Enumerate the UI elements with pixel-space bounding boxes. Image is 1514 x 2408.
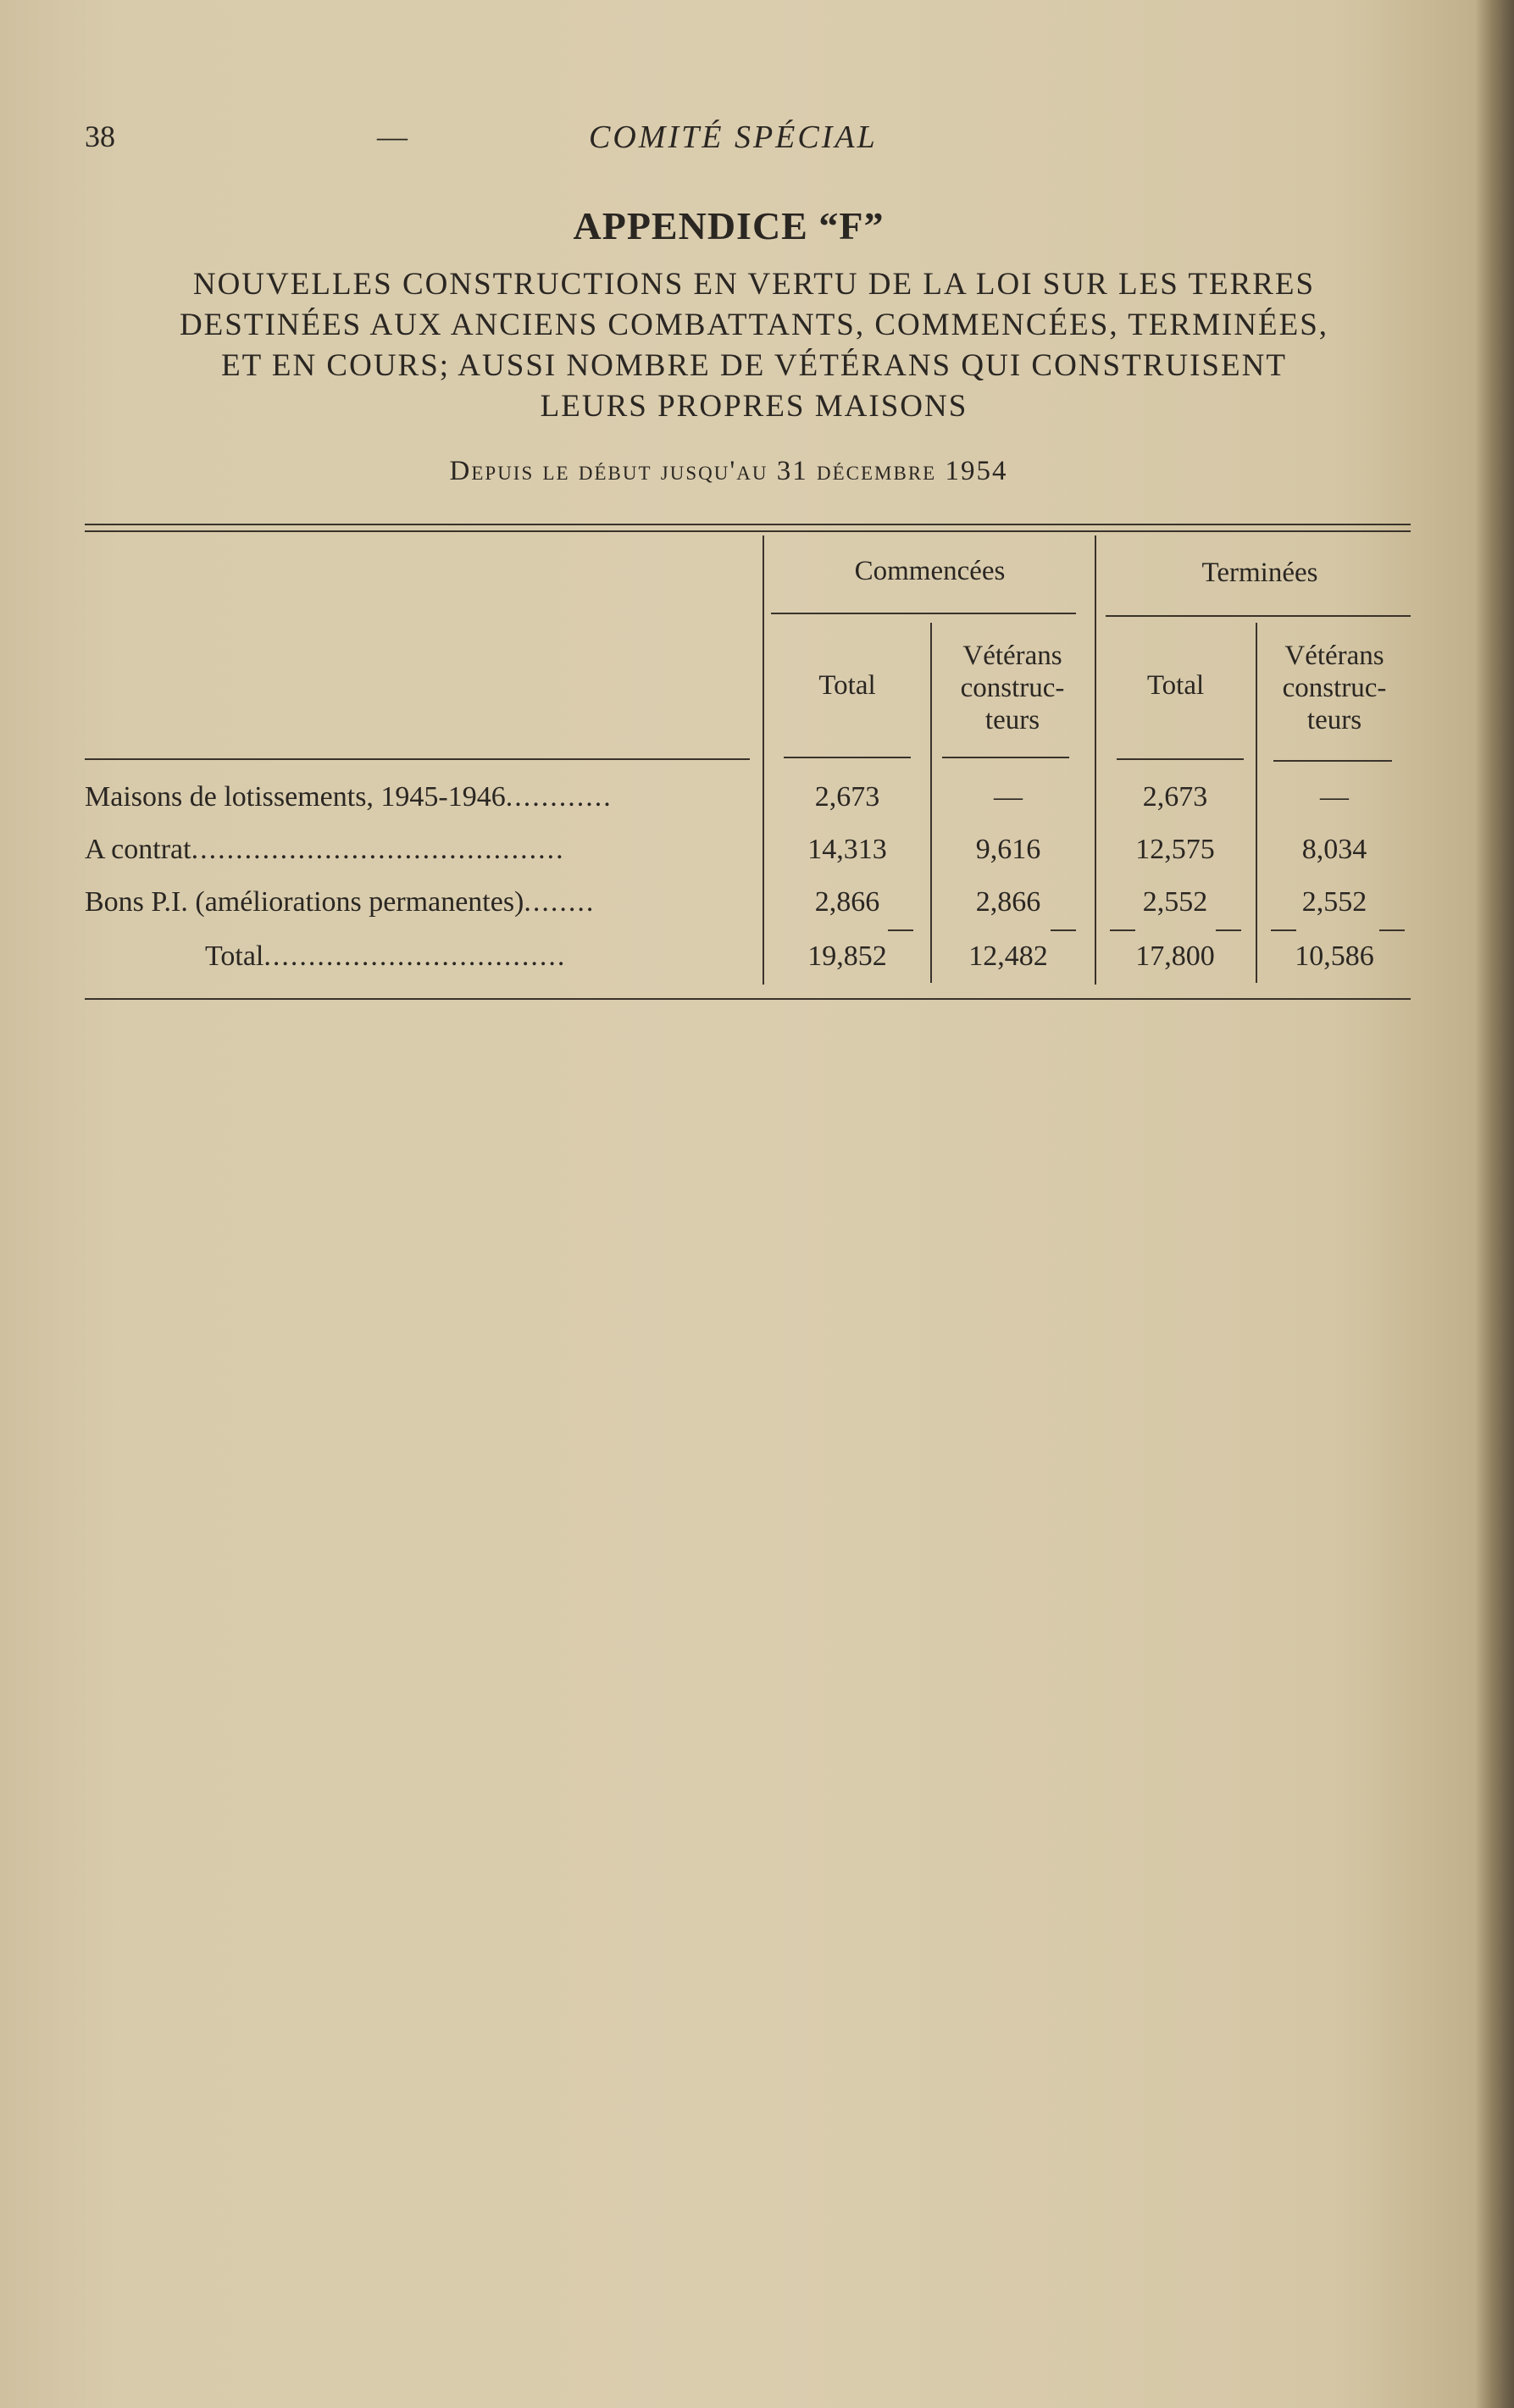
- cell-commencees-veterans: 9,616: [975, 834, 1041, 865]
- header-rule: [784, 757, 911, 758]
- cell-terminees-total: 17,800: [1135, 940, 1215, 972]
- sum-rule: [1110, 929, 1135, 931]
- subtitle: [68, 264, 1440, 427]
- header-rule: [942, 757, 1069, 758]
- sum-rule: [1051, 929, 1076, 931]
- column-divider: [763, 535, 764, 985]
- sum-rule: [888, 929, 913, 931]
- cell-terminees-total: 2,673: [1142, 781, 1208, 813]
- running-title: COMITÉ SPÉCIAL: [589, 119, 878, 155]
- table-bottom-rule: [85, 998, 1411, 1000]
- cell-commencees-total: 2,673: [814, 781, 880, 813]
- header-dash: —: [377, 119, 408, 153]
- row-label: Bons P.I. (améliorations permanentes)........: [85, 886, 596, 918]
- sum-rule: [1379, 929, 1405, 931]
- group-underline: [1106, 615, 1411, 617]
- row-label: A contrat..........................................: [85, 834, 565, 865]
- subtitle-line: DESTINÉES AUX ANCIENS COMBATTANTS, COMMENCÉES, TERMINÉES,: [179, 308, 1329, 342]
- row-label: Maisons de lotissements, 1945-1946............: [85, 781, 613, 813]
- table-top-rule: [85, 524, 1411, 525]
- sum-rule: [1271, 929, 1296, 931]
- col-header-total: Total: [1146, 670, 1205, 701]
- subtitle-line: LEURS PROPRES MAISONS: [540, 389, 968, 424]
- header-rule: [85, 758, 750, 760]
- cell-commencees-total: 14,313: [807, 834, 887, 865]
- cell-terminees-total: 12,575: [1135, 834, 1215, 865]
- date-line: Depuis le début jusqu'au 31 décembre 1954: [449, 456, 1008, 486]
- header-rule: [1117, 758, 1244, 760]
- group-underline: [771, 613, 1076, 614]
- column-divider: [1256, 623, 1257, 983]
- cell-terminees-veterans: 8,034: [1301, 834, 1367, 865]
- cell-terminees-veterans: 10,586: [1295, 940, 1374, 972]
- cell-commencees-veterans: —: [994, 781, 1023, 813]
- cell-commencees-veterans: 2,866: [975, 886, 1041, 918]
- header-rule: [1273, 760, 1392, 762]
- page-number: 38: [85, 119, 115, 153]
- cell-terminees-total: 2,552: [1142, 886, 1208, 918]
- col-header-total: Total: [818, 670, 876, 701]
- row-label: Total..................................: [205, 940, 567, 972]
- running-head: [85, 119, 1406, 161]
- sum-rule: [1216, 929, 1241, 931]
- col-header-veterans: Vétérans construc- teurs: [960, 641, 1065, 735]
- cell-commencees-total: 2,866: [814, 886, 880, 918]
- appendix-title: APPENDICE “F”: [573, 204, 885, 247]
- col-header-veterans: Vétérans construc- teurs: [1282, 641, 1387, 735]
- table-top-rule-inner: [85, 530, 1411, 532]
- group-header-terminees: Terminées: [1201, 558, 1318, 588]
- cell-terminees-veterans: 2,552: [1301, 886, 1367, 918]
- subtitle-line: NOUVELLES CONSTRUCTIONS EN VERTU DE LA LOI SUR LES TERRES: [192, 267, 1316, 302]
- binding-edge: [1475, 0, 1514, 2408]
- cell-commencees-total: 19,852: [807, 940, 887, 972]
- column-divider: [1095, 535, 1096, 985]
- cell-terminees-veterans: —: [1320, 781, 1349, 813]
- group-header-commencees: Commencées: [854, 556, 1006, 586]
- cell-commencees-veterans: 12,482: [968, 940, 1048, 972]
- subtitle-line: ET EN COURS; AUSSI NOMBRE DE VÉTÉRANS QUI CONSTRUISENT: [221, 348, 1287, 383]
